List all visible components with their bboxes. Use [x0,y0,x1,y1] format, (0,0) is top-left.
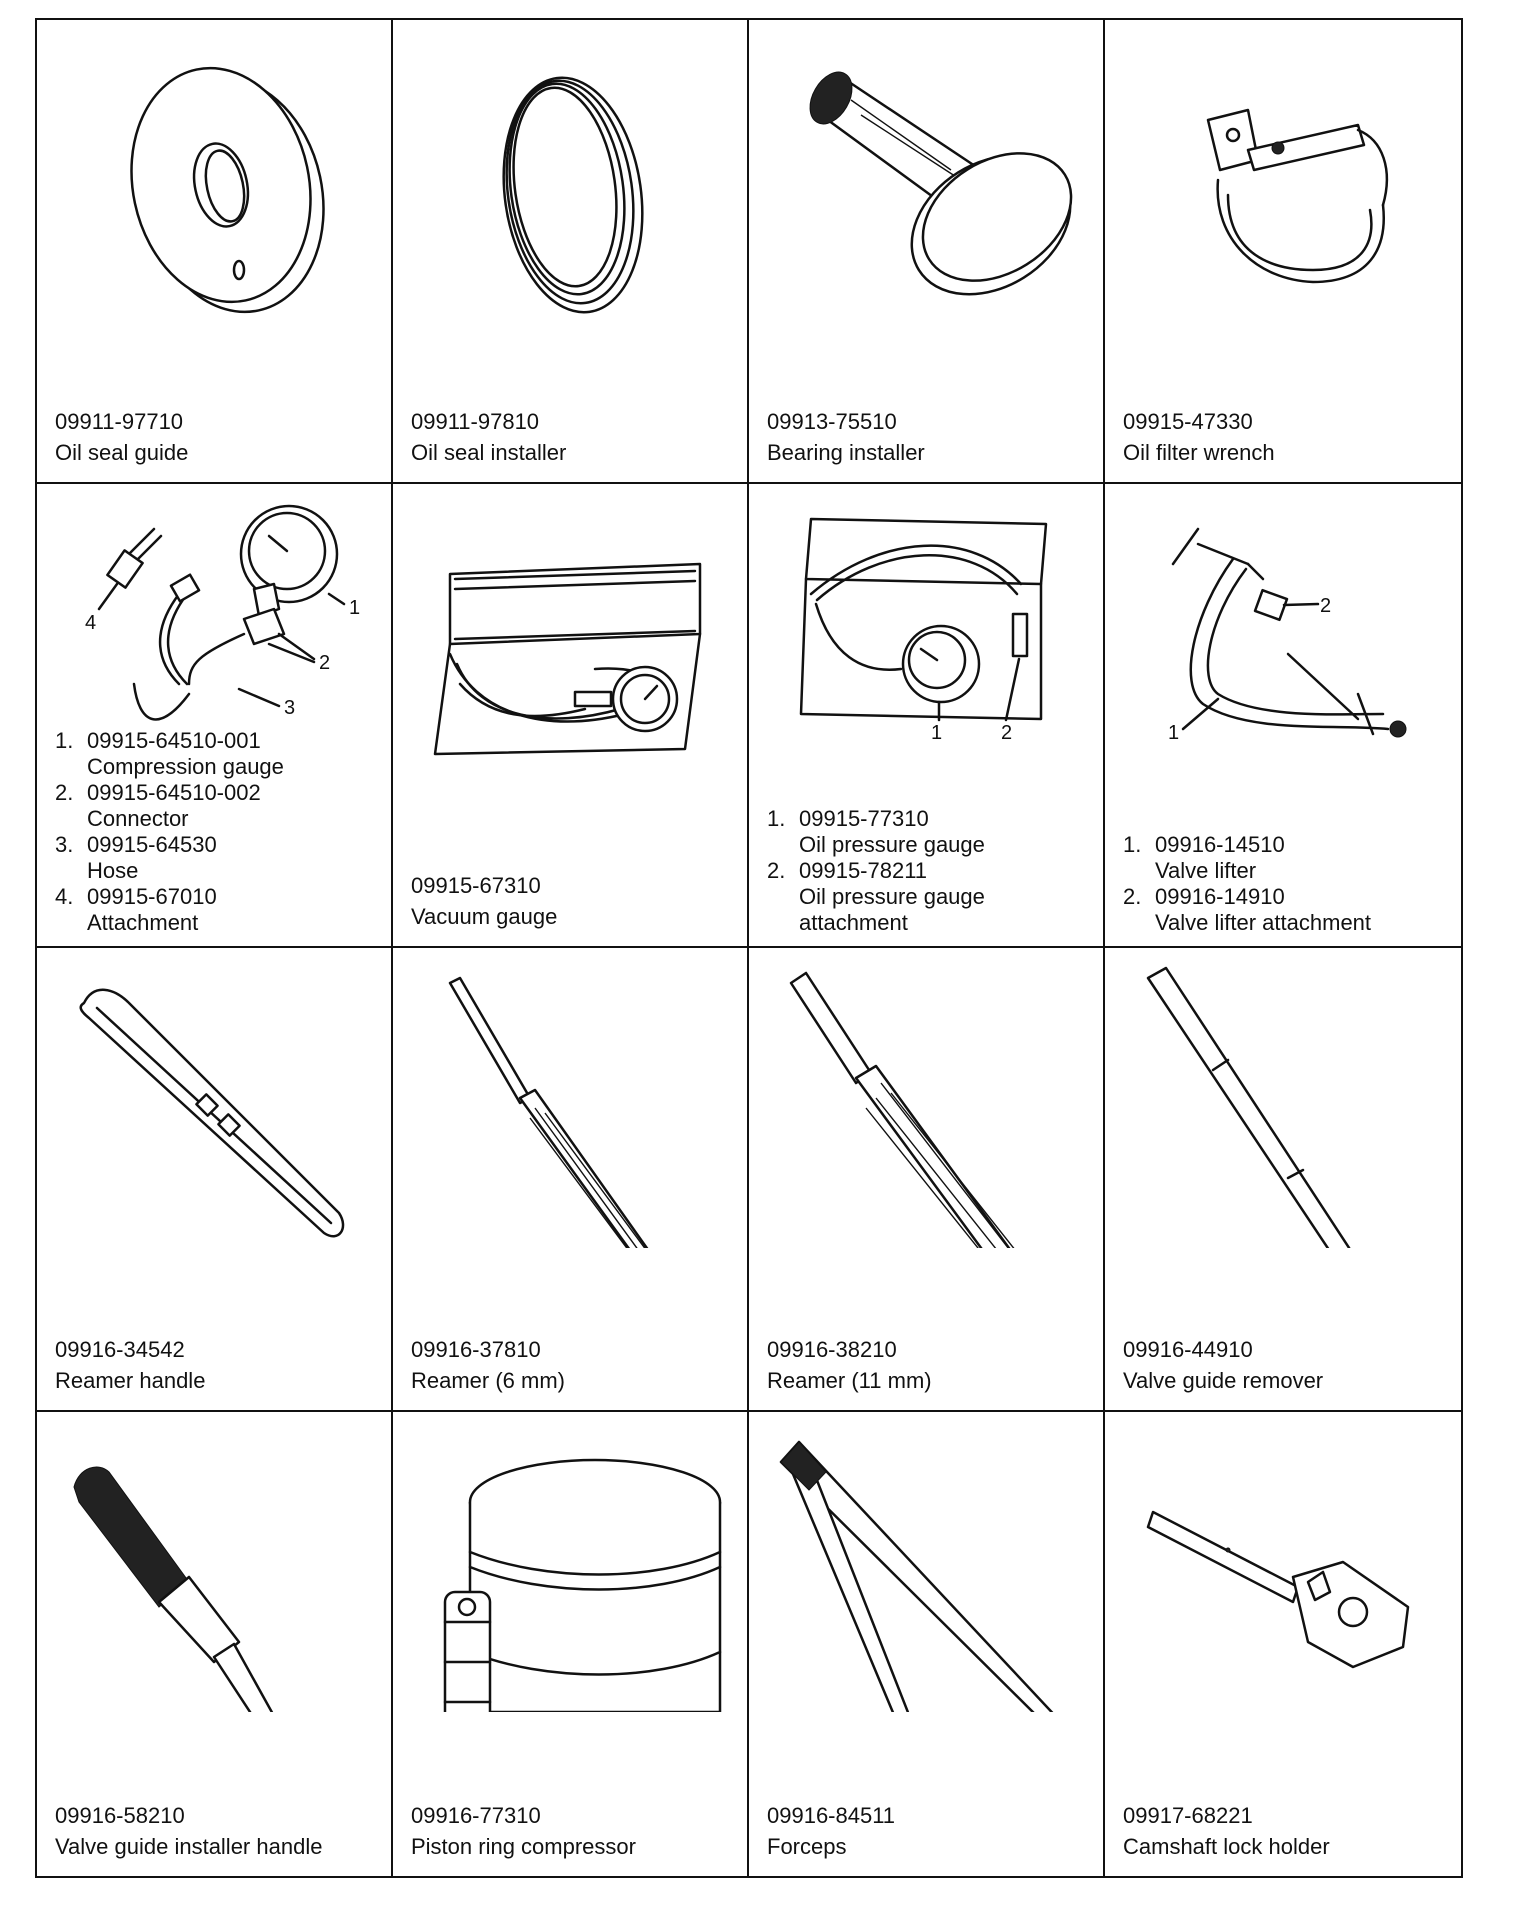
reamer-11mm-icon [749,948,1103,1248]
oil-pressure-gauge-icon [749,484,1103,784]
parts-list: 1. 09915-77310 Oil pressure gauge 2. 09915-78211 Oil pressure gauge attachment [767,806,985,935]
callout-1: 1 [349,597,361,619]
tool-name: Vacuum gauge [411,904,558,929]
tool-part-number: 09916-38210 [767,1337,897,1362]
oil-filter-wrench-icon [1105,20,1461,320]
tool-cell-reamer-11mm [749,948,1105,1412]
oil-seal-installer-icon [393,20,747,320]
piston-ring-compressor-icon [393,1412,747,1712]
valve-guide-remover-icon [1105,948,1461,1248]
tool-part-number: 09911-97710 [55,409,184,434]
vacuum-gauge-icon [393,484,747,784]
oil-seal-guide-icon [37,20,391,320]
tool-cell-valve-guide-installer-handle [37,1412,393,1876]
tool-part-number: 09916-34542 [55,1337,185,1362]
tool-name: Oil seal guide [55,440,189,465]
callout-4: 4 [85,612,97,634]
tool-cell-piston-ring-compressor [393,1412,749,1876]
callout-3: 3 [284,697,296,719]
tool-cell-valve-guide-remover [1105,948,1461,1412]
tool-cell-oil-filter-wrench [1105,20,1461,484]
callout-1: 1 [1168,722,1180,744]
tool-cell-bearing-installer [749,20,1105,484]
bearing-installer-icon [749,20,1103,320]
forceps-icon [749,1412,1103,1712]
tool-name: Reamer (11 mm) [767,1368,932,1393]
tool-name: Oil filter wrench [1123,440,1275,465]
tool-part-number: 09913-75510 [767,409,897,434]
camshaft-lock-holder-icon [1105,1412,1461,1712]
tool-part-number: 09916-84511 [767,1803,896,1828]
tool-part-number: 09916-44910 [1123,1337,1253,1362]
tool-cell-vacuum-gauge [393,484,749,948]
tool-name: Forceps [767,1834,847,1859]
tool-name: Bearing installer [767,440,925,465]
tool-part-number: 09915-67310 [411,873,541,898]
tool-cell-reamer-6mm [393,948,749,1412]
reamer-6mm-icon [393,948,747,1248]
tool-name: Reamer handle [55,1368,206,1393]
tool-cell-oil-seal-guide [37,20,393,484]
reamer-handle-icon [37,948,391,1248]
valve-lifter-icon [1105,484,1461,784]
tool-part-number: 09917-68221 [1123,1803,1253,1828]
callout-2: 2 [1320,595,1332,617]
tool-cell-oil-seal-installer [393,20,749,484]
callout-1: 1 [931,722,943,744]
tool-name: Camshaft lock holder [1123,1834,1330,1859]
tool-part-number: 09916-58210 [55,1803,185,1828]
valve-guide-installer-handle-icon [37,1412,391,1712]
tool-cell-valve-lifter [1105,484,1461,948]
tool-cell-compression-gauge-kit [37,484,393,948]
callout-2: 2 [319,652,331,674]
tool-cell-reamer-handle [37,948,393,1412]
tool-part-number: 09916-77310 [411,1803,541,1828]
tool-name: Reamer (6 mm) [411,1368,566,1393]
special-tools-table [35,18,1463,1878]
tool-name: Valve guide installer handle [55,1834,323,1859]
tool-name: Oil seal installer [411,440,567,465]
tool-part-number: 09915-47330 [1123,409,1253,434]
tool-name: Piston ring compressor [411,1834,636,1859]
tool-part-number: 09911-97810 [411,409,540,434]
tool-cell-forceps [749,1412,1105,1876]
parts-list: 1. 09916-14510 Valve lifter 2. 09916-14910 Valve lifter attachment [1123,832,1372,935]
tool-cell-camshaft-lock-holder [1105,1412,1461,1876]
tool-part-number: 09916-37810 [411,1337,541,1362]
callout-2: 2 [1001,722,1013,744]
tool-name: Valve guide remover [1123,1368,1324,1393]
parts-list: 1. 09915-64510-001 Compression gauge 2. 09915-64510-002 Connector 3. 09915-64530 Hose 4. 09915-67010 Attachment [55,728,284,935]
tool-cell-oil-pressure-gauge [749,484,1105,948]
